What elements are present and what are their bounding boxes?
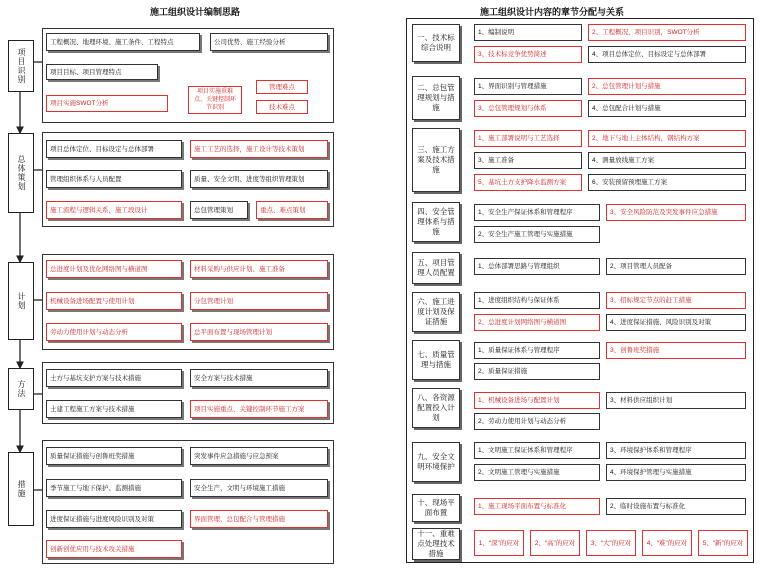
row6-cell: 3、招标规定节点的赶工措施 (606, 292, 746, 309)
row-label-1: 一、技术标综合说明 (412, 24, 460, 62)
left-diagram-title: 施工组织设计编制思路 (150, 7, 241, 17)
row3-cell: 4、测量放线施工方案 (588, 152, 746, 169)
row7-cell: 2、质量保证措施 (474, 363, 600, 380)
row6-cell: 4、进度保证措施、风险识别及对策 (606, 314, 746, 331)
item-organization: 管理组织体系与人员配置 (46, 170, 182, 188)
row3-cell: 3、施工准备 (474, 152, 582, 169)
item-project-overview: 工程概况、地理环境、施工条件、工程特点 (46, 33, 200, 51)
row2-cell: 3、总包管理规划与体系 (474, 100, 582, 117)
row-label-2: 二、总包管理规划与措施 (412, 76, 460, 120)
row3-cell: 5、基坑土方支护降水监测方案 (474, 174, 582, 191)
phase-label: 方法 (17, 380, 26, 398)
row-label-6: 六、施工进度计划及保证措施 (412, 292, 460, 332)
item-project-goals: 项目目标、项目管理特点 (46, 64, 158, 80)
row11-cell: 4、“难”的应对 (642, 530, 692, 556)
item-construction-flow: 施工流程与逻辑关系，施工段设计 (46, 201, 182, 219)
row8-cell: 1、机械设备进场与配置计划 (474, 392, 600, 409)
row7-cell: 1、质量保证体系与管理程序 (474, 342, 600, 359)
row8-cell: 2、劳动力使用计划与动态分析 (474, 413, 600, 430)
row10-cell: 1、施工现场平面布置与标准化 (474, 498, 600, 515)
item-material: 材料采购与供应计划、施工准备 (190, 260, 328, 278)
phase-measures (8, 452, 34, 526)
phase-overall-planning (8, 133, 34, 213)
item-quality-safety: 质量、安全文明、进度等组织管理策划 (190, 170, 328, 188)
row5-cell: 1、总体部署思路与管理组织 (474, 258, 600, 275)
item-schedule: 总进度计划及优化网络图与横道图 (46, 260, 182, 278)
row-label-11: 十一、重难点处理技术措施 (412, 528, 460, 560)
row3-cell: 1、施工部署说明与工艺选择 (474, 130, 582, 147)
phase-label: 总体策划 (17, 155, 26, 191)
item-quality-assurance: 质量保证措施与创鲁班奖措施 (46, 447, 182, 465)
row4-cell: 3、安全风险防范及突发事件应急措施 (606, 204, 746, 221)
row-label-9: 九、安全文明环境保护 (412, 442, 460, 482)
row5-cell: 2、项目管理人员配备 (606, 258, 746, 275)
row-label-3: 三、施工方案及技术措施 (412, 128, 460, 192)
right-table-title: 施工组织设计内容的章节分配与关系 (480, 7, 625, 17)
row6-cell: 2、总进度计划网络图与横道图 (474, 314, 600, 331)
row1-cell: 3、技术标竞争优势简述 (474, 46, 582, 63)
row6-cell: 1、进度组织结构与保证体系 (474, 292, 600, 309)
phase-method (8, 368, 34, 410)
row4-cell: 1、安全生产保证体系和管理程序 (474, 204, 600, 221)
item-earthwork: 土方与基坑支护方案与技术措施 (46, 369, 182, 387)
row-label-5: 五、项目管理人员配置 (412, 252, 460, 284)
phase-label: 措施 (17, 480, 26, 498)
item-process-selection: 施工工艺的选择，施工设计等技术策划 (190, 140, 328, 158)
row9-cell: 2、文明施工管理与实施措施 (474, 464, 600, 481)
item-swot-analysis: 项目实施SWOT分析 (46, 95, 168, 112)
phase-label: 计划 (17, 292, 26, 310)
item-progress-assurance: 进度保证措施与进度风险识别及对策 (46, 510, 182, 528)
item-key-points: 重点、难点策划 (256, 201, 328, 219)
item-company-advantage: 公司优势、施工经验分析 (210, 33, 328, 51)
item-emergency: 突发事件应急措施与应急预案 (190, 447, 328, 465)
row7-cell: 3、创鲁班奖措施 (606, 342, 746, 359)
row11-cell: 1、“深”的应对 (474, 530, 524, 556)
item-innovation: 创新创优应用与技术攻关措施 (46, 540, 182, 558)
item-key-plan: 项目实施重点、关键控制环节施工方案 (190, 400, 328, 418)
item-key-difficulties: 项目实施重难点、关键控制环节识别 (188, 86, 242, 114)
row11-cell: 5、“新”的应对 (698, 530, 748, 556)
item-management-difficulty: 管理难点 (256, 80, 308, 94)
row11-cell: 2、“高”的应对 (530, 530, 580, 556)
item-site-layout: 总平面布置与现场管理计划 (190, 323, 328, 341)
row2-cell: 2、总包管理计划与措施 (588, 78, 746, 95)
item-safe-production: 安全生产、文明与环境施工措施 (190, 479, 328, 497)
row2-cell: 1、界面识别与管理措施 (474, 78, 582, 95)
row8-cell: 3、材料供应组织计划 (606, 392, 746, 409)
row10-cell: 2、临时设施布置与标准化 (606, 498, 746, 515)
row1-cell: 4、项目总体定位、目标设定与总体部署 (588, 46, 746, 63)
row2-cell: 4、总包配合计划与措施 (588, 100, 746, 117)
item-machinery: 机械设备进场配置与使用计划 (46, 292, 182, 310)
row3-cell: 6、安装预留预埋施工方案 (588, 174, 746, 191)
item-labor: 劳动力使用计划与动态分析 (46, 323, 182, 341)
phase-project-identification (8, 40, 34, 92)
item-interface: 界面管理、总包配合与管理措施 (190, 510, 328, 528)
row4-cell: 2、安全生产施工管理与实施措施 (474, 226, 600, 243)
row9-cell: 1、文明施工保证体系和管理程序 (474, 442, 600, 459)
row-label-10: 十、现场平面布置 (412, 494, 460, 522)
item-positioning: 项目总体定位、目标设定与总体部署 (46, 140, 182, 158)
item-technical-difficulty: 技术难点 (256, 100, 308, 114)
row1-cell: 2、工程概况，项目识别，SWOT分析 (588, 24, 746, 41)
item-safety-plan: 安全方案与技术措施 (190, 369, 328, 387)
row9-cell: 3、环境保护体系和管理程序 (606, 442, 746, 459)
phase-plan (8, 262, 34, 340)
row9-cell: 4、环境保护管理与实施措施 (606, 464, 746, 481)
row1-cell: 1、编制说明 (474, 24, 582, 41)
item-seasonal: 季节施工与地下保护、监测措施 (46, 479, 182, 497)
item-subcontract: 分包管理计划 (190, 292, 328, 310)
item-general-contract: 总包管理策划 (190, 201, 248, 219)
row11-cell: 3、“大”的应对 (586, 530, 636, 556)
phase-label: 项目识别 (17, 48, 26, 84)
row-label-8: 八、各资源配置投入计划 (412, 388, 460, 428)
row3-cell: 2、地下与地上主体结构，钢结构方案 (588, 130, 746, 147)
row-label-7: 七、质量管理与措施 (412, 340, 460, 380)
row-label-4: 四、安全管理体系与措施 (412, 202, 460, 242)
item-civil-plan: 土建工程施工方案与技术措施 (46, 400, 182, 418)
